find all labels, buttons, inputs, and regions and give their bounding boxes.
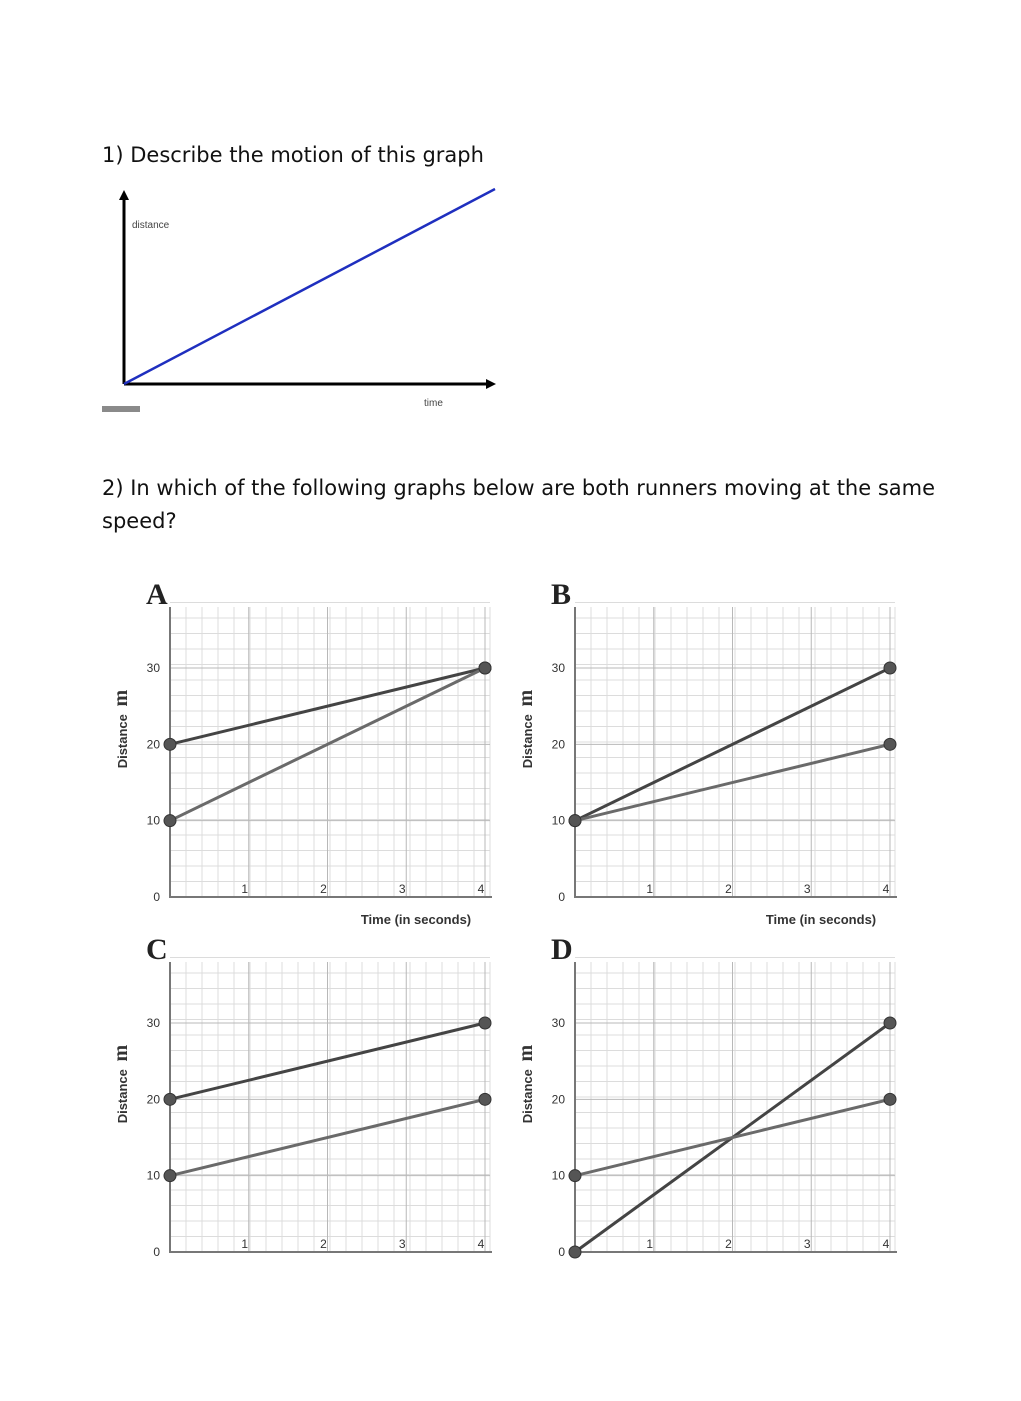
x-tick-label: 2 (320, 1237, 327, 1251)
x-axis-label: time (424, 398, 443, 409)
grid (575, 958, 895, 1253)
question-1-text: 1) Describe the motion of this graph (102, 143, 484, 167)
data-point (479, 662, 491, 674)
x-tick-label: 1 (646, 1237, 654, 1251)
x-tick-label: 1 (646, 882, 654, 896)
question-2-text: 2) In which of the following graphs below are both runners moving at the same speed? (102, 476, 936, 533)
y-axis-label: Distance m (110, 689, 132, 769)
data-point (569, 815, 581, 827)
y-tick-label: 30 (551, 661, 565, 675)
y-tick-label: 20 (146, 1092, 160, 1107)
y-tick-label: 10 (146, 813, 160, 828)
grid (575, 603, 895, 898)
x-tick-label: 4 (477, 1237, 485, 1251)
data-point (884, 738, 896, 750)
chart-title: D (551, 933, 573, 966)
x-tick-label: 1 (241, 1237, 249, 1251)
y-axis-label: Distance m (515, 1044, 537, 1124)
data-point (884, 662, 896, 674)
chart-title: A (146, 578, 168, 611)
chart-title: C (146, 933, 168, 966)
data-point (569, 1246, 581, 1258)
x-tick-label: 3 (803, 882, 811, 896)
x-tick-label: 1 (241, 882, 249, 896)
y-tick-label: 30 (146, 1016, 160, 1030)
data-point (164, 815, 176, 827)
graph-d (505, 920, 905, 1259)
data-point (164, 1093, 176, 1105)
x-tick-label: 2 (725, 882, 732, 896)
chart-title: B (551, 578, 572, 611)
distance-time-graph (100, 180, 500, 420)
graph-a (100, 560, 500, 930)
data-point (164, 1170, 176, 1182)
y-tick-label: 20 (551, 1092, 565, 1107)
x-axis-label: Time (in seconds) (765, 912, 877, 927)
distance-line (124, 189, 495, 384)
x-tick-label: 3 (398, 1237, 406, 1251)
y-tick-label: 20 (146, 737, 160, 752)
grid (170, 603, 490, 898)
data-point (884, 1093, 896, 1105)
y-tick-label: 10 (551, 1168, 565, 1183)
data-point (569, 1170, 581, 1182)
y-tick-label: 0 (558, 1245, 565, 1259)
data-point (164, 738, 176, 750)
x-tick-label: 3 (803, 1237, 811, 1251)
y-axis-label: Distance m (515, 689, 537, 769)
y-tick-label: 10 (551, 813, 565, 828)
x-tick-label: 4 (477, 882, 485, 896)
y-tick-label: 0 (558, 890, 565, 904)
y-tick-label: 30 (146, 661, 160, 675)
y-tick-label: 20 (551, 737, 565, 752)
y-axis-label: distance (132, 220, 170, 231)
x-tick-label: 4 (882, 882, 890, 896)
x-tick-label: 2 (320, 882, 327, 896)
data-point (884, 1017, 896, 1029)
x-axis-label: Time (in seconds) (360, 912, 472, 927)
x-tick-label: 4 (882, 1237, 890, 1251)
graph-c (100, 920, 500, 1259)
grid (170, 958, 490, 1253)
y-tick-label: 30 (551, 1016, 565, 1030)
data-point (479, 1093, 491, 1105)
data-point (479, 1017, 491, 1029)
x-tick-label: 3 (398, 882, 406, 896)
y-tick-label: 0 (153, 890, 160, 904)
y-tick-label: 10 (146, 1168, 160, 1183)
x-tick-label: 2 (725, 1237, 732, 1251)
graph-b (505, 560, 905, 930)
y-axis-label: Distance m (110, 1044, 132, 1124)
scan-mark (102, 406, 140, 412)
y-tick-label: 0 (153, 1245, 160, 1259)
